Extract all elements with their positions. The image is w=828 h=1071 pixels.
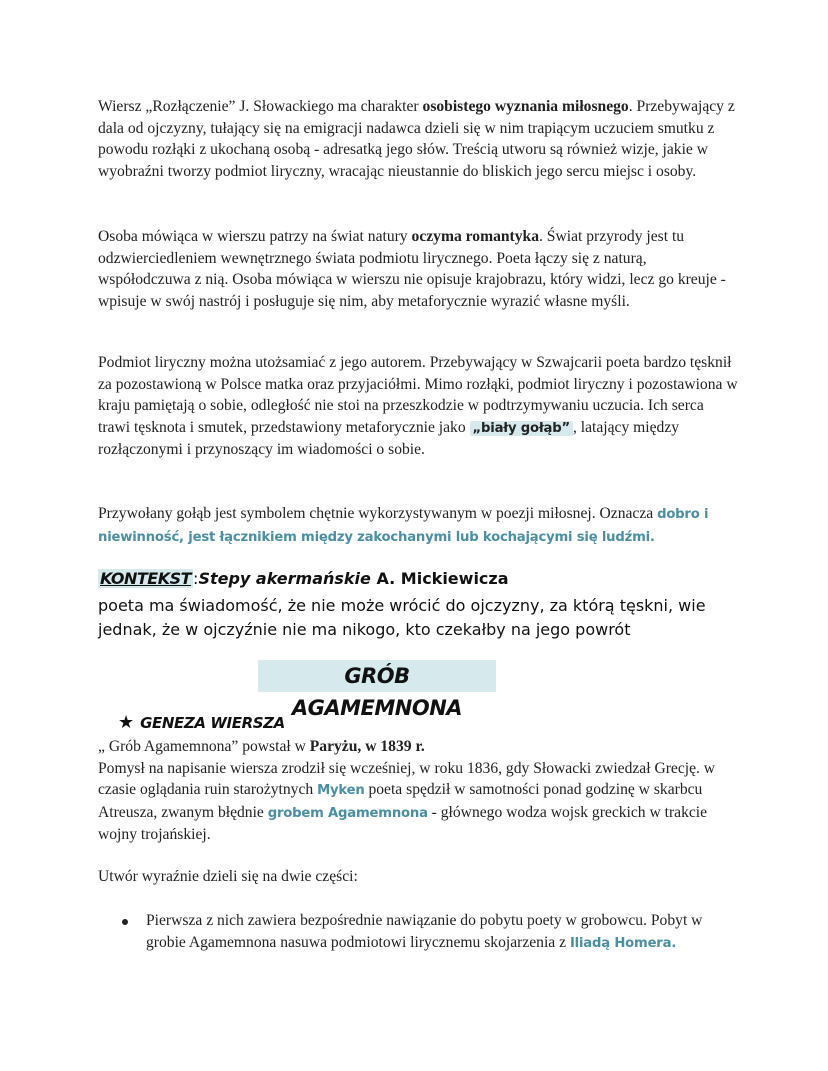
teal-note-myken: Myken bbox=[317, 783, 365, 799]
highlight-bialy-golab: „biały gołąb” bbox=[470, 421, 573, 436]
teal-note-iliada: Iliadą Homera. bbox=[569, 935, 677, 951]
bold-phrase: Paryżu, w 1839 r. bbox=[309, 738, 425, 755]
bold-phrase: osobistego wyznania miłosnego bbox=[422, 98, 629, 115]
paragraph-dove-symbol: Przywołany gołąb jest symbolem chętnie wykorzystywanym w poezji miłosnej. Oznacza dobro i niewinność, jest łącznikiem między zakochanymi lub kochającymi się ludźmi. bbox=[98, 505, 709, 545]
teal-note-grob: grobem Agamemnona bbox=[267, 805, 428, 821]
section-title: GRÓB AGAMEMNONA bbox=[258, 660, 496, 692]
subheading-geneza bbox=[118, 712, 285, 734]
bullet-icon bbox=[122, 919, 128, 925]
paragraph-romantic-view: Osoba mówiąca w wierszu patrzy na świat natury oczyma romantyka. Świat przyrody jest tu odzwierciedleniem wewnętrznego świata podmiotu lirycznego. Poeta łączy się z naturą, współodczuwa z nią. Osoba mówiąca w wierszu nie opisuje krajobrazu, który widzi, lecz go kreuje - wpisuje w swój nastrój i posługuje się nim, aby metaforycznie wyrazić własne myśli. bbox=[98, 228, 726, 310]
context-tag: KONTEKST bbox=[100, 569, 192, 588]
context-work-title: Stepy akermańskie bbox=[198, 569, 371, 588]
parts-list bbox=[118, 910, 738, 954]
paragraph-intro: Wiersz „Rozłączenie” J. Słowackiego ma charakter osobistego wyznania miłosnego. Przebywający z dala od ojczyzny, tułający się na emigracji nadawca dzieli się w nim trapiącym uczuciem smutku z powodu rozłąki z ukochaną osobą - adresatką jego słów. Treścią utworu są również wizje, jakie w wyobraźni tworzy podmiot liryczny, wracając nieustannie do bliskich jego sercu miejsc i osoby. bbox=[98, 98, 735, 180]
subheading-label: GENEZA WIERSZA bbox=[140, 714, 285, 732]
list-item: Pierwsza z nich zawiera bezpośrednie nawiązanie do pobytu poety w grobowcu. Pobyt w grobie Agamemnona nasuwa podmiotowi lirycznemu skojarzenia z Iliadą Homera. bbox=[118, 910, 738, 954]
bold-phrase: oczyma romantyka bbox=[411, 228, 539, 245]
star-icon: ★ bbox=[118, 712, 135, 733]
paragraph-author: Podmiot liryczny można utożsamiać z jego autorem. Przebywający w Szwajcarii poeta bardzo tęsknił za pozostawioną w Polsce matka oraz przyjaciółmi. Mimo rozłąki, podmiot liryczny i pozostawiona w kraju pamiętają o sobie, odległość nie stoi na przeszkodzie w podtrzymywaniu uczucia. Ich serca trawi tęsknota i smutek, przedstawiony metaforycznie jako „biały gołąb” , latający między rozłączonymi i przynoszący im wiadomości o sobie. bbox=[98, 354, 738, 459]
teal-note: dobro i niewinność, jest łącznikiem między zakochanymi lub kochającymi się ludźmi. bbox=[98, 507, 709, 545]
paragraph-genesis: „ Grób Agamemnona” powstał w Paryżu, w 1839 r. Pomysł na napisanie wiersza zrodził się wcześniej, w roku 1836, gdy Słowacki zwiedzał Grecję. w czasie oglądania ruin starożytnych Myken poeta spędził w samotności ponad godzinę w skarbcu Atreusza, zwanym błędnie grobem Agamemnona - głównego wodza wojsk greckich w trakcie wojny trojańskiej. bbox=[98, 738, 716, 844]
paragraph-structure: Utwór wyraźnie dzieli się na dwie części: bbox=[98, 868, 358, 885]
context-heading: KONTEKST :Stepy akermańskie A. Mickiewicza bbox=[100, 569, 509, 588]
context-author: A. Mickiewicza bbox=[370, 569, 509, 588]
context-body: poeta ma świadomość, że nie może wrócić do ojczyzny, za którą tęskni, wie jednak, że w ojczyźnie nie ma nikogo, kto czekałby na jego powrót bbox=[98, 596, 706, 639]
